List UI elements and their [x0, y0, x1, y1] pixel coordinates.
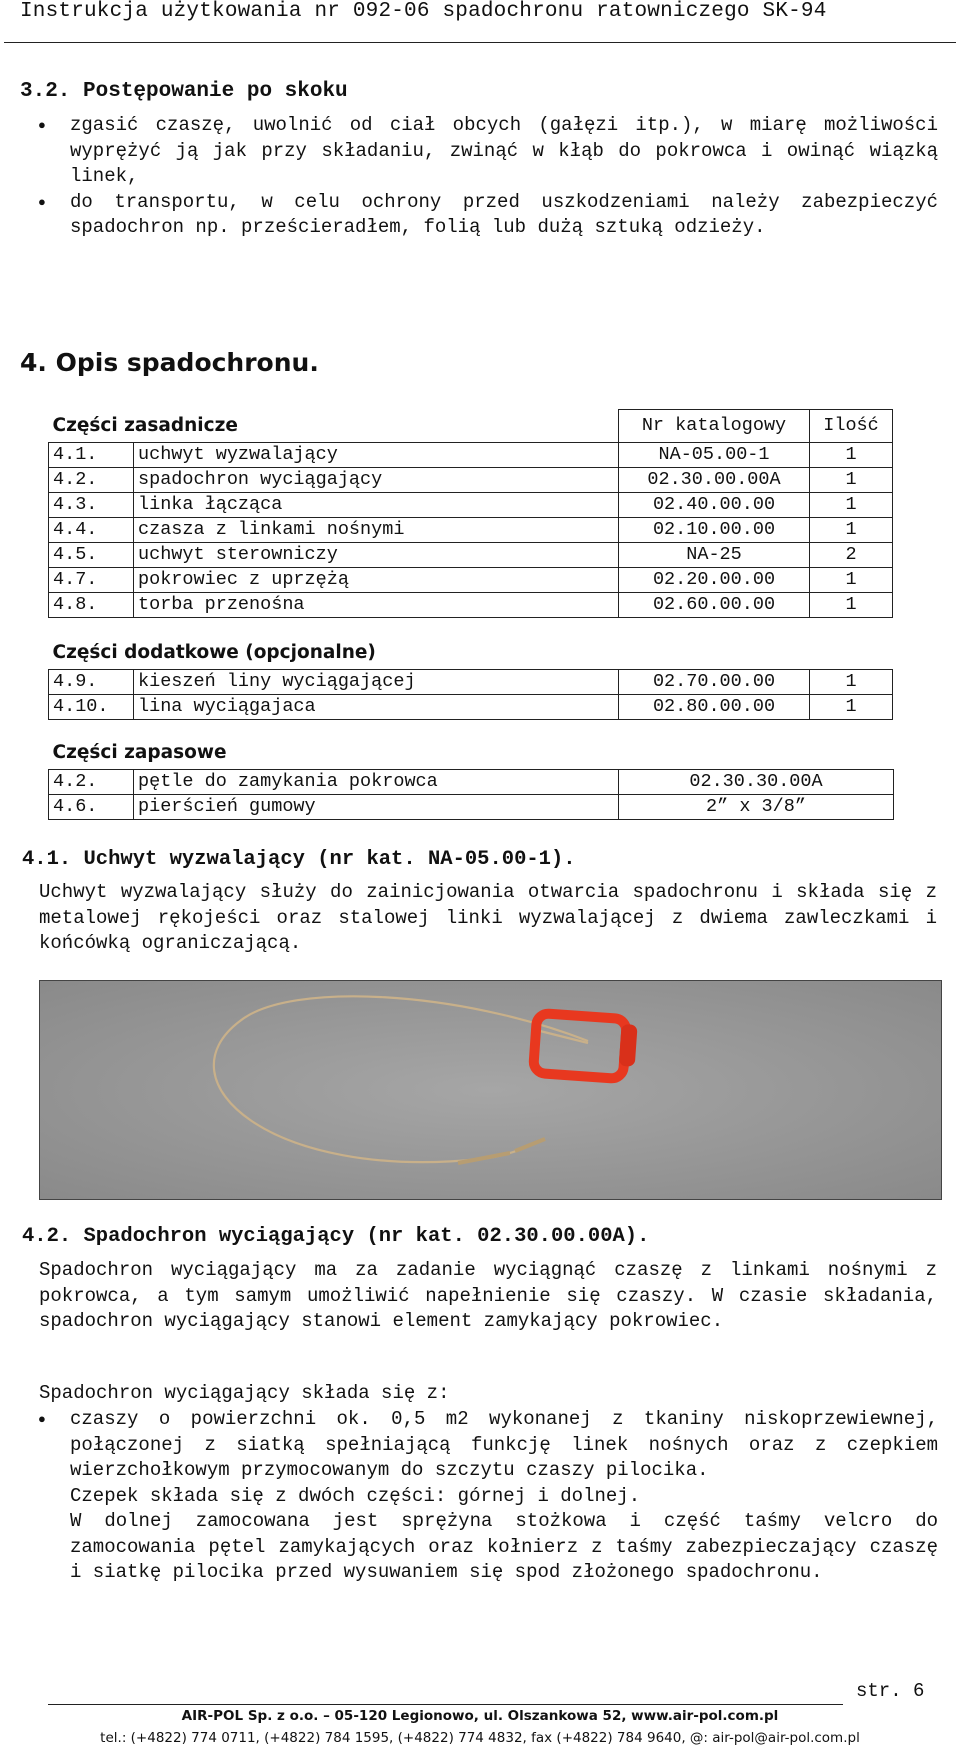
row-number: 4.1. [49, 442, 134, 467]
row-catalog: 2” x 3/8” [619, 795, 894, 820]
extra-parts-table [48, 637, 893, 720]
row-qty: 2 [810, 542, 893, 567]
table-row [49, 467, 893, 492]
section-3-2-list [20, 113, 938, 241]
main-parts-table [48, 409, 893, 618]
list-item-continuation: W dolnej zamocowana jest sprężyna stożkowa i część taśmy velcro do zamocowania pętel zamykających oraz kołnierz z taśmy zabezpieczający czaszę i siatkę pilocika przed wysuwaniem się spod złożonego spadochronu. [70, 1510, 938, 1583]
section-4-1-heading: 4.1. Uchwyt wyzwalający (nr kat. NA-05.00-1). [22, 848, 576, 871]
row-qty: 1 [810, 467, 893, 492]
column-header-qty: Ilość [810, 410, 893, 443]
row-name: pokrowiec z uprzężą [134, 567, 619, 592]
table-row [49, 567, 893, 592]
row-name: uchwyt wyzwalający [134, 442, 619, 467]
section-3-2-heading: 3.2. Postępowanie po skoku [20, 80, 348, 103]
page-number: str. 6 [856, 1680, 925, 1702]
row-name: czasza z linkami nośnymi [134, 517, 619, 542]
list-item-continuation: Czepek składa się z dwóch części: górnej i dolnej. [70, 1484, 641, 1507]
row-name: torba przenośna [134, 592, 619, 617]
table-row [49, 770, 894, 795]
section-4-heading: 4. Opis spadochronu. [20, 348, 319, 377]
section-4-2-list [20, 1407, 938, 1586]
row-number: 4.2. [49, 770, 134, 795]
row-catalog: 02.10.00.00 [619, 517, 810, 542]
row-catalog: 02.30.30.00A [619, 770, 894, 795]
row-qty: 1 [810, 567, 893, 592]
row-number: 4.10. [49, 695, 134, 720]
row-qty: 1 [810, 492, 893, 517]
section-4-1-paragraph: Uchwyt wyzwalający służy do zainicjowania otwarcia spadochronu i składa się z metalowej rękojeści oraz stalowej linki wyzwalającej z dwiema zawleczkami i końcówką ograniczającą. [39, 881, 937, 954]
footer-rule [48, 1704, 843, 1705]
row-catalog: 02.30.00.00A [619, 467, 810, 492]
table-caption-row [49, 637, 893, 670]
table-row [49, 670, 893, 695]
list-item: ● czaszy o powierzchni ok. 0,5 m2 wykonanej z tkaniny niskoprzewiewnej, połączonej z siatką spełniającą funkcję linek nośnych oraz z czepkiem wierzchołkowym przymocowanym do szczytu czaszy pilocika. [20, 1407, 938, 1484]
row-number: 4.9. [49, 670, 134, 695]
table-row [49, 517, 893, 542]
row-name: pętle do zamykania pokrowca [134, 770, 619, 795]
row-qty: 1 [810, 592, 893, 617]
release-handle-photo [39, 980, 942, 1200]
main-parts-caption: Części zasadnicze [52, 414, 238, 436]
spare-parts-caption: Części zapasowe [52, 742, 227, 763]
list-item: ● zgasić czaszę, uwolnić od ciał obcych (gałęzi itp.), w miarę możliwości wyprężyć ją jak przy składaniu, zwinąć w kłąb do pokrowca i owinąć wiązką linek, [20, 113, 938, 190]
table-row [49, 542, 893, 567]
row-name: lina wyciągajaca [134, 695, 619, 720]
row-name: pierścień gumowy [134, 795, 619, 820]
row-number: 4.6. [49, 795, 134, 820]
table-row [49, 592, 893, 617]
row-catalog: 02.40.00.00 [619, 492, 810, 517]
row-name: kieszeń liny wyciągającej [134, 670, 619, 695]
row-qty: 1 [810, 517, 893, 542]
row-number: 4.7. [49, 567, 134, 592]
row-catalog: NA-25 [619, 542, 810, 567]
table-row [49, 492, 893, 517]
table-row [49, 442, 893, 467]
section-4-2-heading: 4.2. Spadochron wyciągający (nr kat. 02.30.00.00A). [22, 1225, 650, 1248]
section-4-2-intro: Spadochron wyciągający składa się z: [39, 1382, 450, 1404]
row-number: 4.3. [49, 492, 134, 517]
spare-parts-table [48, 737, 894, 820]
footer-company-line: AIR-POL Sp. z o.o. – 05-120 Legionowo, ul. Olszankowa 52, www.air-pol.com.pl [181, 1708, 779, 1724]
document-header-title: Instrukcja użytkowania nr 092-06 spadochronu ratowniczego SK-94 [20, 0, 827, 23]
row-qty: 1 [810, 442, 893, 467]
table-caption-row [49, 410, 893, 443]
row-catalog: 02.70.00.00 [619, 670, 810, 695]
section-4-2-paragraph: Spadochron wyciągający ma za zadanie wyciągnąć czaszę z linkami nośnymi z pokrowca, a tym samym umożliwić napełnienie się czaszy. W czasie składania, spadochron wyciągający stanowi element zamykający pokrowiec. [39, 1259, 937, 1332]
row-name: spadochron wyciągający [134, 467, 619, 492]
header-rule [4, 42, 956, 43]
row-name: linka łącząca [134, 492, 619, 517]
table-row [49, 795, 894, 820]
row-catalog: 02.80.00.00 [619, 695, 810, 720]
table-row [49, 695, 893, 720]
row-number: 4.5. [49, 542, 134, 567]
list-item: ● do transportu, w celu ochrony przed uszkodzeniami należy zabezpieczyć spadochron np. prześcieradłem, folią lub dużą sztuką odzieży. [20, 190, 938, 241]
row-number: 4.2. [49, 467, 134, 492]
row-number: 4.4. [49, 517, 134, 542]
row-name: uchwyt sterowniczy [134, 542, 619, 567]
footer-contact-line: tel.: (+4822) 774 0711, (+4822) 784 1595, (+4822) 774 4832, fax (+4822) 784 9640, @: air-pol@air-pol.com.pl [100, 1730, 860, 1746]
row-number: 4.8. [49, 592, 134, 617]
extra-parts-caption: Części dodatkowe (opcjonalne) [52, 642, 376, 663]
column-header-catalog: Nr katalogowy [619, 410, 810, 443]
release-handle-illustration [40, 981, 941, 1199]
row-catalog: 02.60.00.00 [619, 592, 810, 617]
row-qty: 1 [810, 695, 893, 720]
row-qty: 1 [810, 670, 893, 695]
row-catalog: 02.20.00.00 [619, 567, 810, 592]
row-catalog: NA-05.00-1 [619, 442, 810, 467]
table-caption-row [49, 737, 894, 770]
